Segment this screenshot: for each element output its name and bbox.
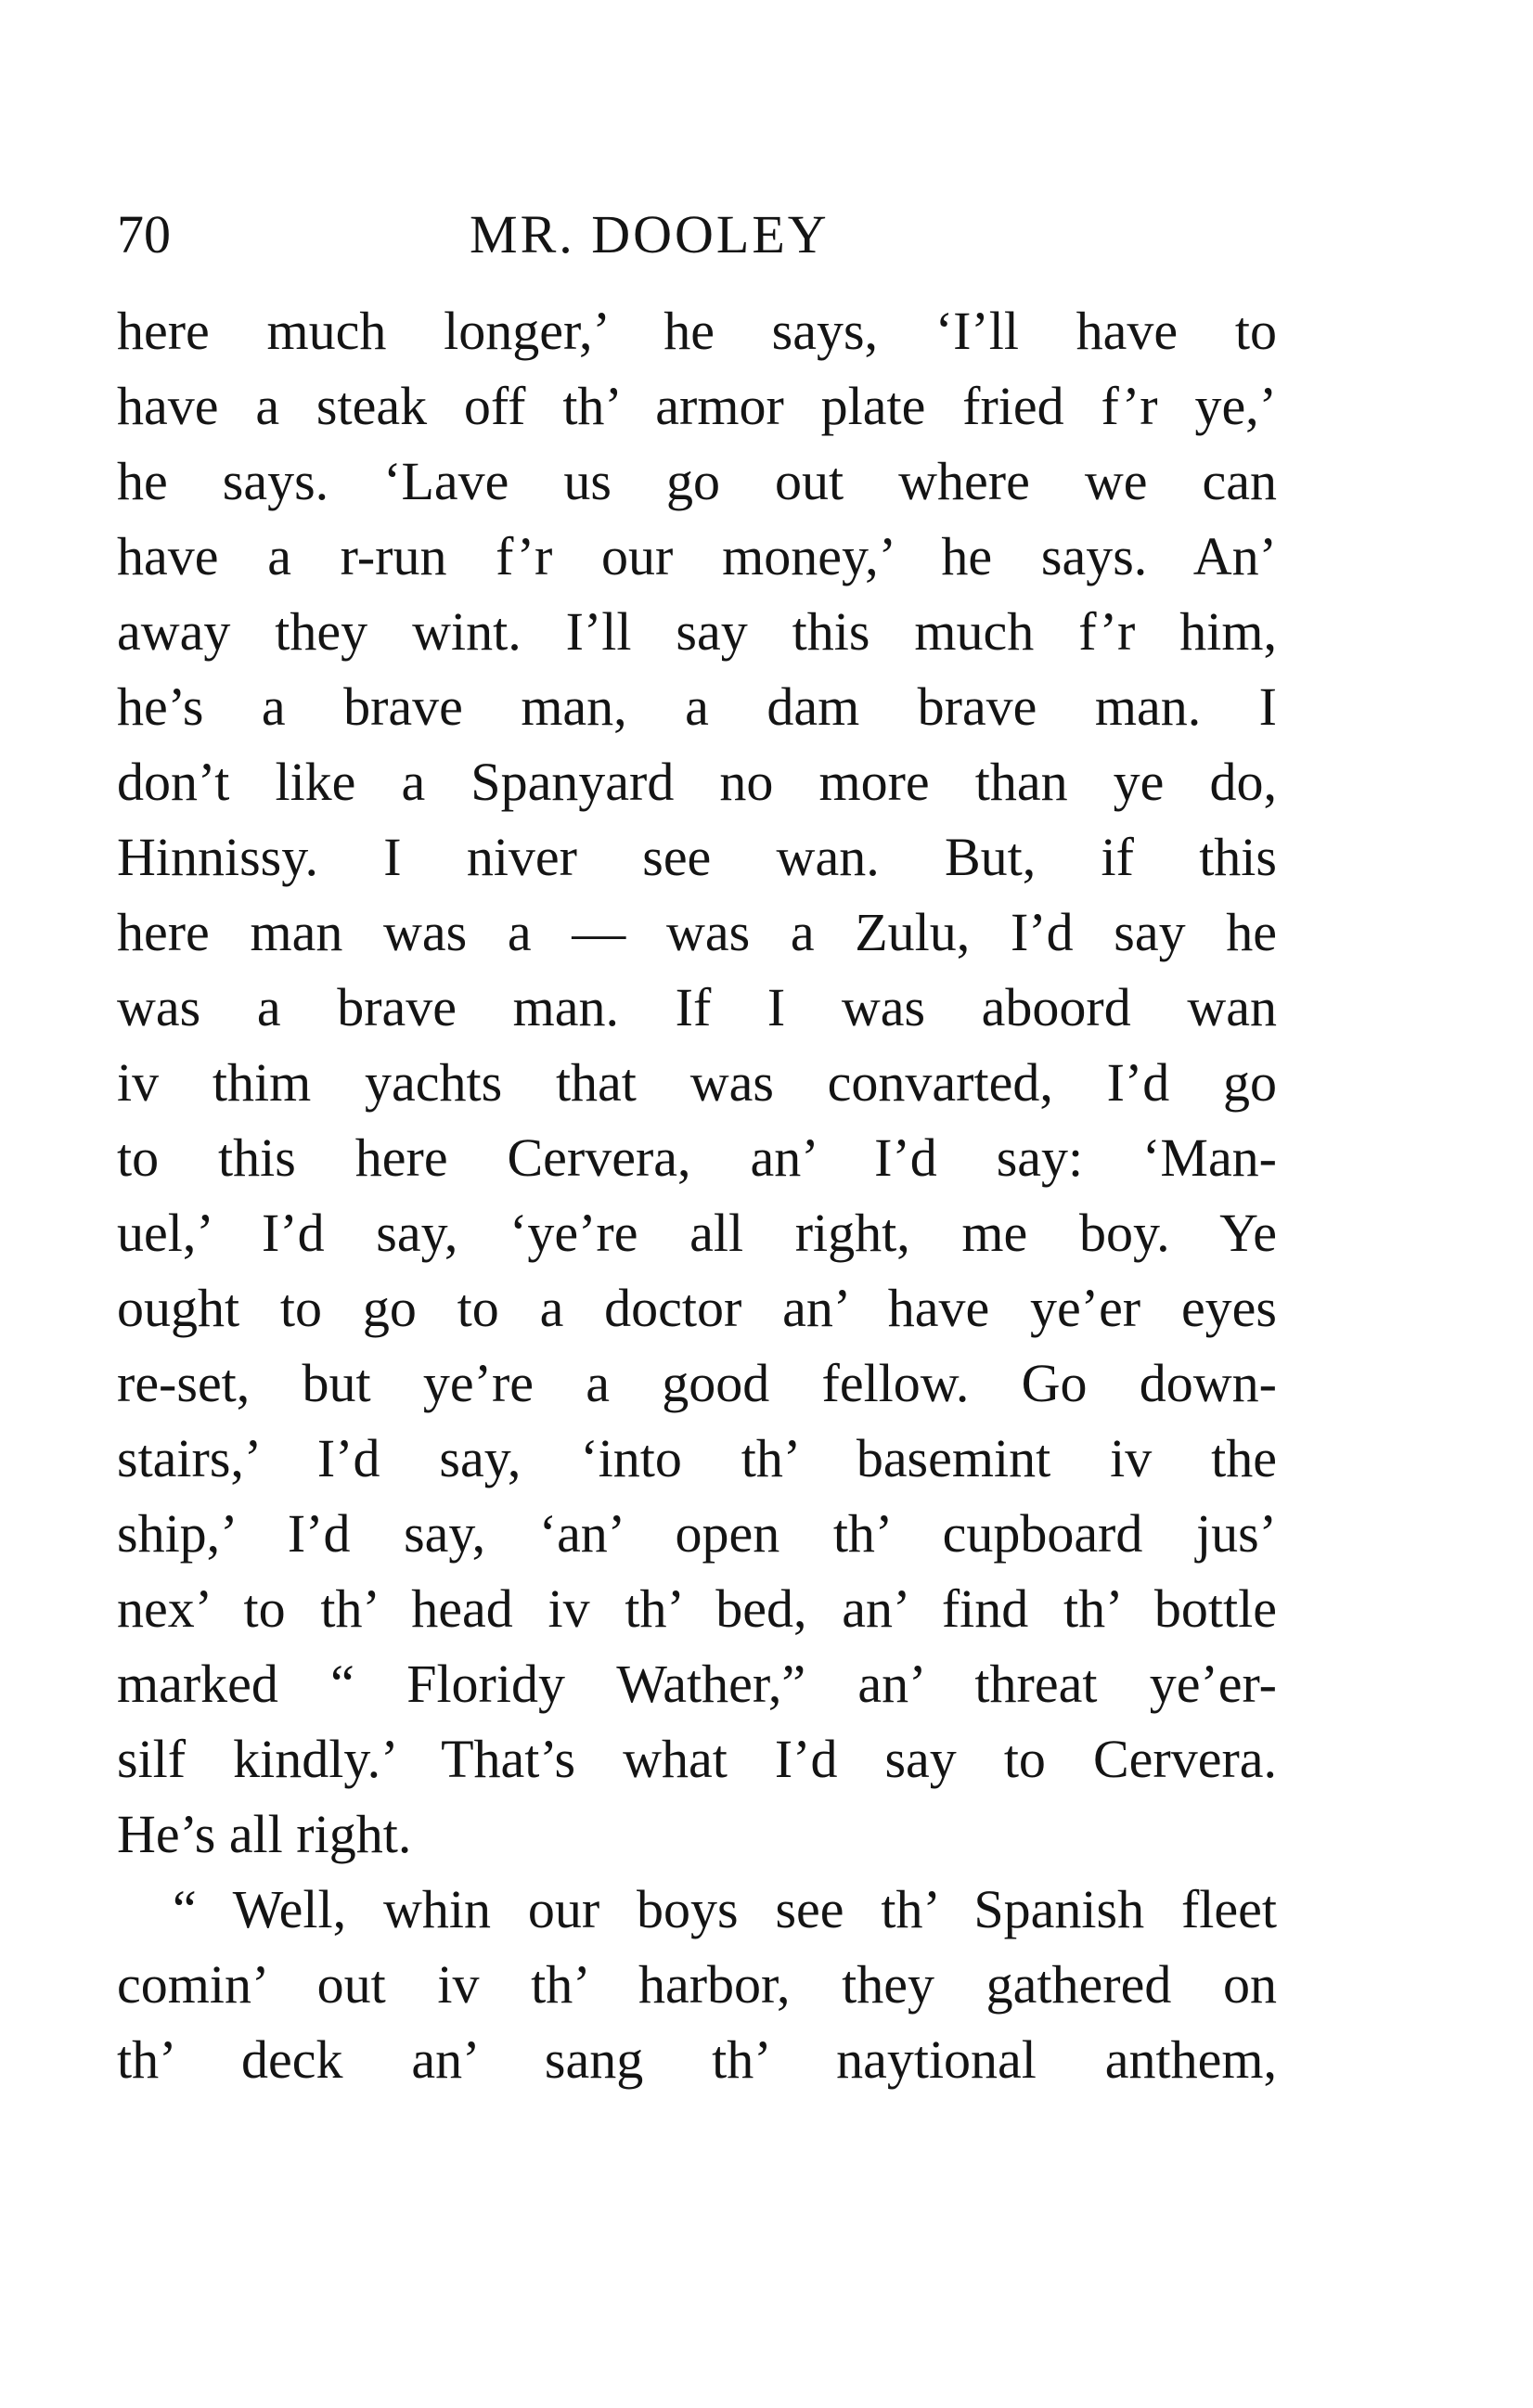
text-line: was a brave man. If I was aboord wan <box>117 977 1277 1037</box>
text-line: marked “ Floridy Wather,” an’ threat ye’er- <box>117 1654 1277 1714</box>
running-head: MR. DOOLEY <box>470 204 830 264</box>
text-line: th’ deck an’ sang th’ naytional anthem, <box>117 2029 1277 2090</box>
text-line: have a steak off th’ armor plate fried f’r ye,’ <box>117 376 1277 436</box>
text-line: comin’ out iv th’ harbor, they gathered on <box>117 1954 1277 2015</box>
text-line: iv thim yachts that was convarted, I’d go <box>117 1052 1277 1113</box>
text-line: nex’ to th’ head iv th’ bed, an’ find th’ bottle <box>117 1578 1277 1639</box>
text-line: have a r-run f’r our money,’ he says. An’ <box>117 526 1277 586</box>
text-line: don’t like a Spanyard no more than ye do, <box>117 752 1277 812</box>
text-line: here much longer,’ he says, ‘I’ll have to <box>117 301 1277 361</box>
page-number: 70 <box>117 204 171 264</box>
text-line: re-set, but ye’re a good fellow. Go down- <box>117 1353 1277 1413</box>
text-line: “ Well, whin our boys see th’ Spanish fleet <box>173 1879 1277 1939</box>
body-text <box>117 293 1277 2097</box>
text-line: ship,’ I’d say, ‘an’ open th’ cupboard jus’ <box>117 1503 1277 1564</box>
text-line: uel,’ I’d say, ‘ye’re all right, me boy. Ye <box>117 1203 1277 1263</box>
text-line: he’s a brave man, a dam brave man. I <box>117 676 1277 737</box>
text-line: ought to go to a doctor an’ have ye’er eyes <box>117 1278 1277 1338</box>
page-header <box>117 193 1277 277</box>
text-line: stairs,’ I’d say, ‘into th’ basemint iv the <box>117 1428 1277 1488</box>
text-line: to this here Cervera, an’ I’d say: ‘Man- <box>117 1127 1277 1188</box>
text-line: silf kindly.’ That’s what I’d say to Cervera. <box>117 1729 1277 1789</box>
text-line: away they wint. I’ll say this much f’r him, <box>117 601 1277 662</box>
text-line: he says. ‘Lave us go out where we can <box>117 451 1277 511</box>
text-line: here man was a — was a Zulu, I’d say he <box>117 902 1277 962</box>
text-line: He’s all right. <box>117 1804 412 1864</box>
text-line: Hinnissy. I niver see wan. But, if this <box>117 827 1277 887</box>
